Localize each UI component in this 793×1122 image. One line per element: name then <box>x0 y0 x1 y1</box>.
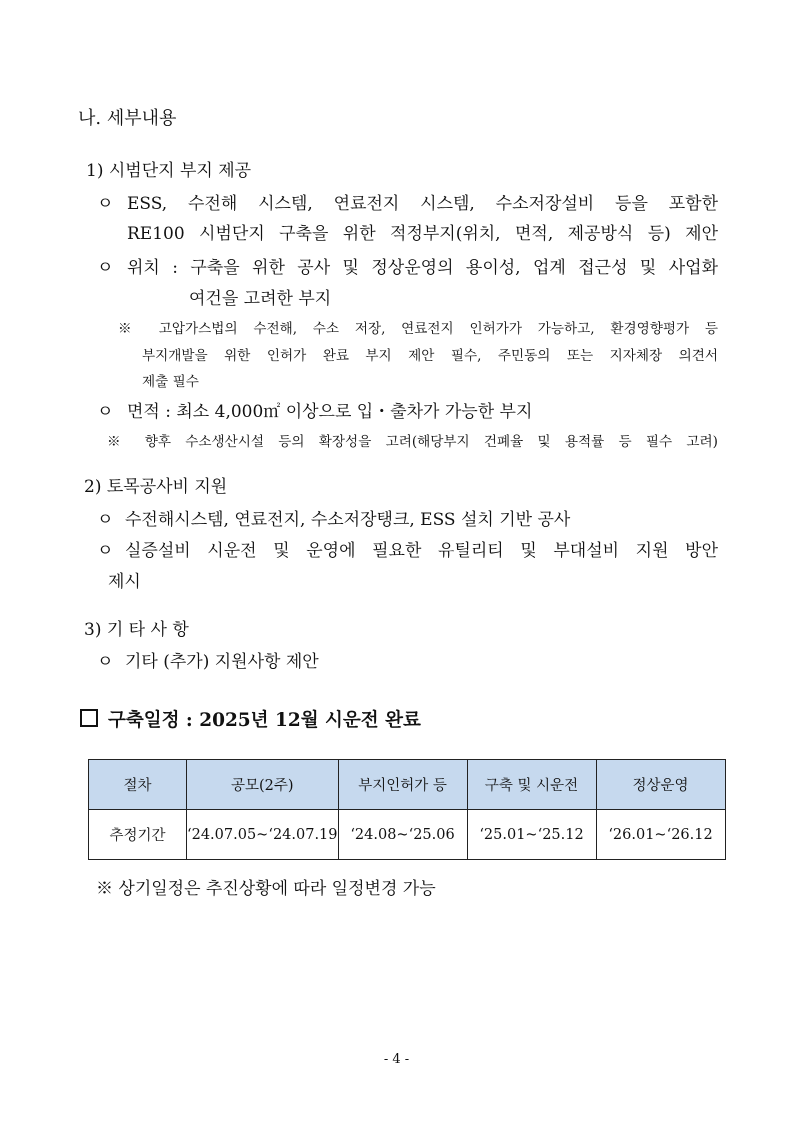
checkbox-square-icon <box>80 709 98 727</box>
item3-bullet1-marker: ㅇ <box>97 652 114 672</box>
table-header-cell: 부지인허가 등 <box>338 760 467 810</box>
table-header-cell: 정상운영 <box>596 760 725 810</box>
schedule-table <box>88 759 726 860</box>
section-title: 나. 세부내용 <box>78 108 177 129</box>
item2-bullet2-line1: 실증설비 시운전 및 운영에 필요한 유틸리티 및 부대설비 지원 방안 <box>125 541 718 561</box>
table-row <box>89 810 726 860</box>
item1-note1-line2: 부지개발을 위한 인허가 완료 부지 제안 필수, 주민동의 또는 지자체장 의견서 <box>142 348 718 364</box>
schedule-note: ※ 상기일정은 추진상황에 따라 일정변경 가능 <box>96 879 436 899</box>
item2-bullet1: 수전해시스템, 연료전지, 수소저장탱크, ESS 설치 기반 공사 <box>125 510 571 530</box>
page-number: - 4 - <box>383 1052 410 1067</box>
item1-bullet3-marker: ㅇ <box>97 402 114 422</box>
table-header-row <box>89 760 726 810</box>
item1-bullet2-line2: 여건을 고려한 부지 <box>189 289 332 309</box>
schedule-title-text: 구축일정 : 2025년 12월 시운전 완료 <box>108 710 421 731</box>
table-cell: ‘24.08~‘25.06 <box>338 810 467 860</box>
item2-heading: 2) 토목공사비 지원 <box>84 477 228 497</box>
item1-note1-line1: ※ 고압가스법의 수전해, 수소 저장, 연료전지 인허가가 가능하고, 환경영향평가 등 <box>118 321 718 337</box>
item1-bullet2-line1: 위치 : 구축을 위한 공사 및 정상운영의 용이성, 업계 접근성 및 사업화 <box>127 258 718 278</box>
table-cell: ‘26.01~‘26.12 <box>596 810 725 860</box>
table-header-cell: 공모(2주) <box>187 760 339 810</box>
table-cell: ‘24.07.05~‘24.07.19 <box>187 810 339 860</box>
item1-bullet1-line2: RE100 시범단지 구축을 위한 적정부지(위치, 면적, 제공방식 등) 제안 <box>127 224 718 244</box>
table-header-cell: 절차 <box>89 760 187 810</box>
table-header-cell: 구축 및 시운전 <box>467 760 596 810</box>
item1-bullet2-marker: ㅇ <box>97 258 114 278</box>
schedule-title <box>80 706 421 732</box>
table-cell: ‘25.01~‘25.12 <box>467 810 596 860</box>
item1-bullet1-marker: ㅇ <box>97 194 114 214</box>
item1-bullet3: 면적 : 최소 4,000㎡ 이상으로 입・출차가 가능한 부지 <box>127 402 533 422</box>
item3-heading: 3) 기 타 사 항 <box>84 620 189 640</box>
item2-bullet2-marker: ㅇ <box>97 541 114 561</box>
item1-heading: 1) 시범단지 부지 제공 <box>86 161 252 181</box>
item1-bullet1-line1: ESS, 수전해 시스템, 연료전지 시스템, 수소저장설비 등을 포함한 <box>127 194 718 214</box>
item3-bullet1: 기타 (추가) 지원사항 제안 <box>125 652 319 672</box>
item2-bullet1-marker: ㅇ <box>97 510 114 530</box>
item2-bullet2-line2: 제시 <box>108 572 141 592</box>
item1-note2: ※ 향후 수소생산시설 등의 확장성을 고려(해당부지 건폐율 및 용적률 등 필수 고려) <box>107 434 718 450</box>
table-cell: 추정기간 <box>89 810 187 860</box>
item1-note1-line3: 제출 필수 <box>142 374 199 390</box>
